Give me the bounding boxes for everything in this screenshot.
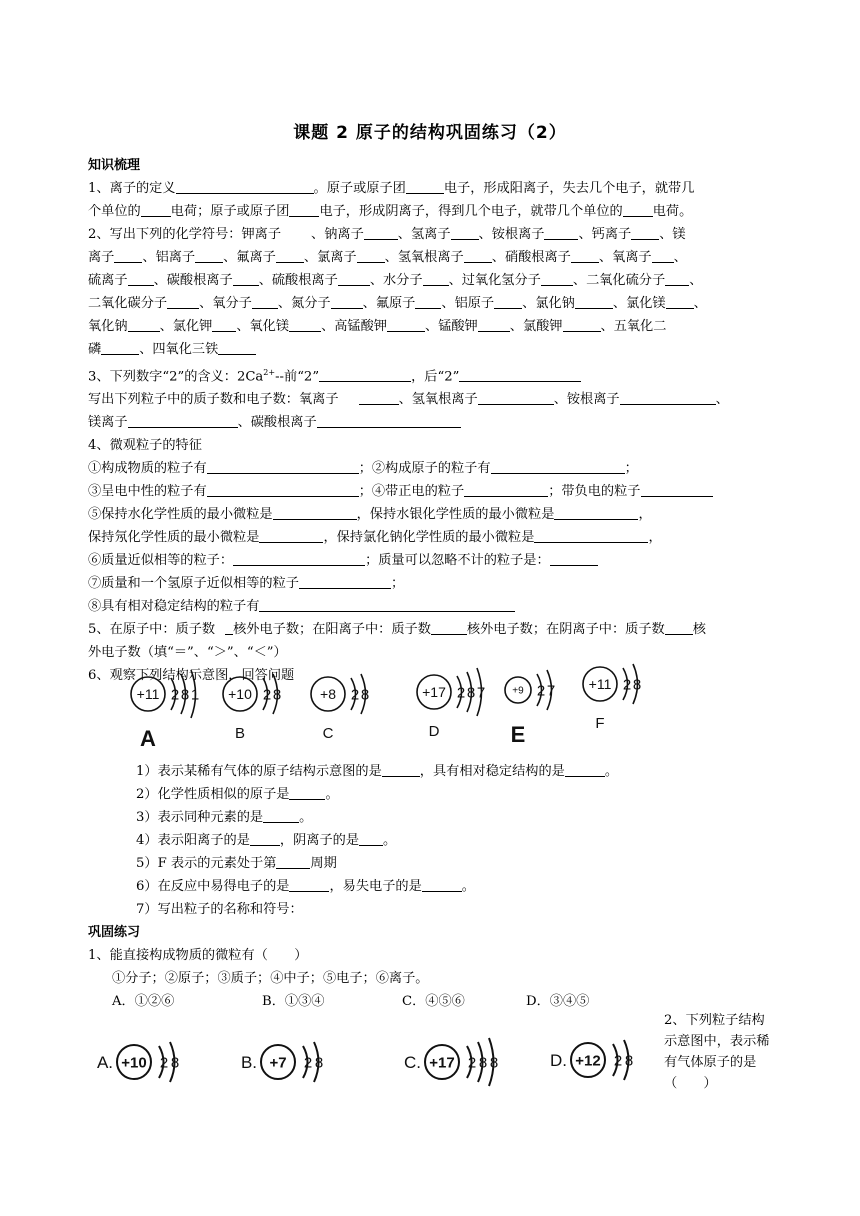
- text: ；④带正电的粒子: [358, 484, 465, 500]
- text: 核外电子数；在阳离子中：质子数: [233, 622, 431, 638]
- text: ⑦质量和一个氢原子近似相等的粒子: [88, 576, 299, 592]
- answer-blank[interactable]: [207, 459, 359, 474]
- question-2-line-5: 氧化钠 、氯化钾 、氧化镁 、高锰酸钾 、锰酸钾 、氯酸钾 、五氧化二: [88, 319, 667, 334]
- answer-blank[interactable]: [620, 390, 716, 405]
- text: 高锰酸钾: [334, 319, 387, 334]
- answer-blank[interactable]: [319, 367, 411, 382]
- answer-blank[interactable]: [289, 202, 319, 217]
- text: 核: [692, 622, 706, 638]
- answer-blank[interactable]: [207, 482, 359, 497]
- text: ⑤保持水化学性质的最小微粒是: [88, 507, 273, 523]
- q6-sub-3: [88, 806, 772, 829]
- electron-count-label: 8: [272, 686, 282, 704]
- answer-blank[interactable]: [464, 482, 548, 497]
- atom-diagram: [97, 1042, 179, 1082]
- text: 氯化钾: [172, 319, 213, 334]
- electron-count-label: 2: [613, 1052, 623, 1070]
- text: 二氧化硫分子: [586, 273, 666, 288]
- question-6-subquestions: [88, 760, 772, 1013]
- answer-blank[interactable]: [359, 390, 399, 405]
- question-5-line-1: [88, 618, 772, 641]
- text: 镁: [672, 227, 686, 242]
- question-1-line-2: [88, 200, 772, 223]
- text: 硫酸根离子: [271, 273, 338, 288]
- text: 锰酸钾: [438, 319, 478, 334]
- text: 铵根离子: [491, 227, 545, 242]
- nucleus-charge-label: +12: [575, 1052, 601, 1070]
- electron-count-label: 8: [624, 1052, 634, 1070]
- electron-count-label: 8: [360, 686, 370, 704]
- diagram-letter-label: D: [428, 723, 440, 740]
- text: 铝离子: [155, 250, 196, 265]
- text: ；带负电的粒子: [548, 484, 641, 500]
- atom-structure-diagrams-q2: [88, 1028, 668, 1098]
- answer-blank[interactable]: [422, 877, 462, 892]
- charge-superscript: 2+: [263, 368, 276, 377]
- text: 电子，形成阴离子，得到几个电子，就带几个单位的: [319, 204, 623, 219]
- atom-diagram: [223, 674, 281, 742]
- question-3-line-1: [88, 361, 772, 388]
- diagram-letter-label: D.: [550, 1051, 567, 1070]
- text: 。: [383, 833, 397, 848]
- question-3-line-3: [88, 411, 772, 434]
- text: 电荷。: [652, 204, 693, 219]
- answer-blank[interactable]: [263, 808, 299, 823]
- diagram-letter-label: B: [234, 725, 246, 742]
- nucleus-charge-label: +7: [269, 1054, 287, 1072]
- question-3-line-2: 写出下列粒子中的质子数和电子数：氧离子 、氢氧根离子 、铵根离子 、: [88, 392, 729, 408]
- text: 氧化钠: [88, 319, 128, 334]
- text: 3、下列数字“2”的含义：2Ca: [88, 369, 264, 385]
- answer-blank[interactable]: [575, 294, 613, 309]
- electron-count-label: 2: [350, 686, 360, 704]
- text: ⑧具有相对稳定结构的粒子有: [88, 599, 260, 615]
- diagram-letter-label: B.: [240, 1053, 257, 1072]
- answer-blank[interactable]: [415, 294, 441, 309]
- answer-blank[interactable]: [128, 271, 154, 286]
- text: 硫离子: [88, 273, 128, 288]
- text: 、铵根离子: [553, 392, 620, 408]
- answer-blank[interactable]: [541, 271, 573, 286]
- text: 。原子或原子团: [313, 181, 406, 196]
- text: 氟原子: [375, 296, 416, 311]
- text: 电子，形成阳离子，失去几个电子，就带几: [443, 181, 695, 196]
- practice-question-2: 2、下列粒子结构示意图中，表示稀有气体原子的是（ ）: [664, 1013, 770, 1091]
- answer-blank[interactable]: [276, 248, 304, 263]
- answer-blank[interactable]: [623, 202, 653, 217]
- diagram-letter-label: E: [510, 722, 526, 747]
- text: 氧化镁: [249, 319, 290, 334]
- text: ，后“2”: [411, 369, 460, 385]
- text: 氟离子: [236, 250, 276, 265]
- q6-sub-7: 7）写出粒子的名称和符号：: [136, 902, 303, 917]
- text: ，保持水银化学性质的最小微粒是: [356, 507, 555, 523]
- atom-diagram: [241, 1042, 323, 1082]
- question-4-line-1: ①构成物质的粒子有 ；②构成原子的粒子有 ；: [88, 461, 638, 477]
- electron-count-label: 2: [536, 682, 546, 700]
- electron-count-label: 1: [190, 686, 200, 704]
- atom-diagram: [505, 670, 555, 747]
- option-c[interactable]: C．④⑤⑥: [402, 994, 465, 1009]
- text: 氮分子: [291, 296, 331, 311]
- answer-blank[interactable]: [423, 271, 449, 286]
- q6-sub-1: [88, 760, 772, 783]
- text: ，易失电子的是: [329, 879, 422, 894]
- answer-blank[interactable]: [387, 317, 425, 332]
- answer-blank[interactable]: [233, 551, 365, 566]
- answer-blank[interactable]: [299, 574, 391, 589]
- answer-blank[interactable]: [101, 340, 139, 355]
- answer-blank[interactable]: [491, 459, 625, 474]
- electron-count-label: 7: [546, 682, 556, 700]
- text: 1）表示某稀有气体的原子结构示意图的是: [136, 764, 382, 779]
- text: ①构成物质的粒子有: [88, 461, 207, 477]
- practice-question-1: 1、能直接构成物质的微粒有（ ）: [88, 948, 308, 963]
- nucleus-charge-label: +10: [121, 1054, 147, 1072]
- question-1-line-1: [88, 177, 772, 200]
- question-4-line-7: [88, 595, 772, 618]
- answer-blank[interactable]: [289, 785, 325, 800]
- text: 、氢氧根离子: [398, 392, 478, 408]
- electron-count-label: 8: [478, 1054, 488, 1072]
- answer-blank[interactable]: [563, 317, 601, 332]
- answer-blank[interactable]: [359, 831, 383, 846]
- q6-sub-2: [88, 783, 772, 806]
- diagram-letter-label: F: [595, 715, 605, 732]
- text: 氢氧根离子: [397, 250, 464, 265]
- text: 1、离子的定义: [88, 181, 176, 196]
- atom-diagram: [583, 664, 641, 732]
- atom-diagram: [550, 1040, 633, 1080]
- answer-blank[interactable]: [141, 202, 171, 217]
- answer-blank[interactable]: [478, 317, 510, 332]
- text: 钠离子: [324, 227, 364, 242]
- text: 3）表示同种元素的是: [136, 810, 264, 825]
- text: 氧离子: [612, 250, 652, 265]
- answer-blank[interactable]: [259, 528, 323, 543]
- nucleus-charge-label: +8: [320, 685, 336, 702]
- answer-blank[interactable]: [554, 505, 638, 520]
- text: 铝原子: [454, 296, 495, 311]
- answer-blank[interactable]: [259, 597, 515, 612]
- electron-count-label: 2: [622, 676, 632, 694]
- nucleus-charge-label: +9: [512, 685, 524, 697]
- nucleus-charge-label: +10: [228, 685, 252, 702]
- answer-blank[interactable]: [250, 831, 280, 846]
- text: 氯酸钾: [522, 319, 563, 334]
- text: 写出下列粒子中的质子数和电子数：氧离子: [88, 392, 339, 408]
- answer-blank[interactable]: [364, 225, 398, 240]
- electron-count-label: 8: [632, 676, 642, 694]
- text: 5、在原子中：质子数: [88, 622, 216, 638]
- atom-diagram: [131, 670, 199, 751]
- option-d[interactable]: D．③④⑤: [526, 994, 590, 1009]
- text: 2、写出下列的化学符号：钾离子: [88, 227, 282, 242]
- text: 电荷；原子或原子团: [170, 204, 290, 219]
- question-2-line-6: 磷 、四氧化三铁: [88, 338, 772, 361]
- nucleus-charge-label: +11: [136, 685, 160, 702]
- answer-blank[interactable]: [225, 620, 233, 635]
- electron-count-label: 2: [467, 1054, 477, 1072]
- electron-count-label: 8: [170, 1054, 180, 1072]
- answer-blank[interactable]: [273, 505, 357, 520]
- electron-count-label: 2: [303, 1054, 313, 1072]
- text: 离子: [88, 250, 115, 265]
- question-2-line-2: 离子 、铝离子 、氟离子 、氯离子 、氢氧根离子 、硝酸根离子 、氧离子 、: [88, 250, 687, 265]
- nucleus-charge-label: +17: [429, 1054, 455, 1072]
- answer-blank[interactable]: [464, 248, 492, 263]
- text: ；质量可以忽略不计的粒子是：: [365, 553, 550, 569]
- nucleus-charge-label: +11: [588, 675, 612, 692]
- text: 。: [461, 879, 475, 894]
- text: ；②构成原子的粒子有: [358, 461, 491, 477]
- answer-blank[interactable]: [431, 620, 467, 635]
- text: 氯离子: [317, 250, 357, 265]
- text: 。: [299, 810, 313, 825]
- text: 氯化钠: [535, 296, 575, 311]
- text: 氧分子: [212, 296, 252, 311]
- electron-count-label: 8: [466, 684, 476, 702]
- answer-blank[interactable]: [534, 528, 648, 543]
- electron-count-label: 7: [476, 684, 486, 702]
- q6-sub-5: [88, 852, 772, 875]
- electron-count-label: 2: [262, 686, 272, 704]
- question-4-heading: 4、微观粒子的特征: [88, 438, 202, 454]
- text: ③呈电中性的粒子有: [88, 484, 207, 500]
- worksheet-content: [88, 154, 772, 687]
- text: 2）化学性质相似的原子是: [136, 787, 290, 802]
- text: 保持氖化学性质的最小微粒是: [88, 530, 260, 546]
- question-6-heading: 6、观察下列结构示意图，回答问题: [88, 668, 295, 684]
- answer-blank[interactable]: [544, 225, 578, 240]
- answer-blank[interactable]: [459, 367, 581, 382]
- q6-sub-4: [88, 829, 772, 852]
- text: ⑥质量近似相等的粒子：: [88, 553, 234, 569]
- question-2-line-1: 2、写出下列的化学符号：钾离子 、钠离子 、氢离子 、铵根离子 、钙离子 、镁: [88, 227, 686, 242]
- answer-blank[interactable]: [233, 271, 259, 286]
- question-2-line-3: 硫离子 、碳酸根离子 、硫酸根离子 、水分子 、过氧化氢分子 、二氧化硫分子 、: [88, 273, 703, 288]
- diagram-letter-label: C: [322, 725, 334, 742]
- answer-blank[interactable]: [289, 877, 329, 892]
- answer-blank[interactable]: [631, 225, 659, 240]
- answer-blank[interactable]: [212, 317, 236, 332]
- text: 过氧化氢分子: [461, 273, 541, 288]
- text: 五氧化二: [613, 319, 667, 334]
- answer-blank[interactable]: [652, 248, 674, 263]
- text: 二氧化碳分子: [88, 296, 168, 311]
- text: ，阴离子的是: [279, 833, 360, 848]
- answer-blank[interactable]: [451, 225, 479, 240]
- text: ，保持氯化钠化学性质的最小微粒是: [323, 530, 535, 546]
- text: 核外电子数；在阴离子中：质子数: [466, 622, 665, 638]
- answer-blank[interactable]: [478, 390, 554, 405]
- answer-blank[interactable]: [665, 271, 689, 286]
- atom-structure-diagrams-q6: [118, 652, 678, 752]
- answer-blank[interactable]: [317, 413, 461, 428]
- text: 氢离子: [410, 227, 451, 242]
- answer-blank[interactable]: [128, 413, 238, 428]
- text: 。: [325, 787, 339, 802]
- answer-blank[interactable]: [252, 294, 278, 309]
- answer-blank[interactable]: [128, 317, 160, 332]
- answer-blank[interactable]: [195, 248, 223, 263]
- atom-diagram: [311, 674, 369, 742]
- option-b[interactable]: B．①③④: [262, 994, 325, 1009]
- text: 碳酸根离子: [166, 273, 233, 288]
- question-4-line-4: 保持氖化学性质的最小微粒是 ，保持氯化钠化学性质的最小微粒是 ，: [88, 530, 662, 546]
- answer-blank[interactable]: [571, 248, 599, 263]
- question-4-line-6: ⑦质量和一个氢原子近似相等的粒子 ；: [88, 576, 405, 592]
- text: 、碳酸根离子: [237, 415, 317, 431]
- page-title: 课题 2 原子的结构巩固练习（2）: [293, 123, 567, 143]
- answer-blank[interactable]: [406, 179, 444, 194]
- answer-blank[interactable]: [666, 294, 694, 309]
- answer-blank[interactable]: [114, 248, 142, 263]
- text: 4）表示阳离子的是: [136, 833, 250, 848]
- answer-blank[interactable]: [550, 551, 598, 566]
- electron-count-label: 2: [159, 1054, 169, 1072]
- text: 5）F 表示的元素处于第: [136, 856, 277, 871]
- text: --前“2”: [275, 369, 320, 385]
- answer-blank[interactable]: [665, 620, 693, 635]
- q6-sub-6: [88, 875, 772, 898]
- answer-blank[interactable]: [167, 294, 199, 309]
- electron-count-label: 8: [314, 1054, 324, 1072]
- practice-question-1-items: ①分子；②原子；③质子；④中子；⑤电子；⑥离子。: [112, 971, 429, 986]
- atom-diagram: [404, 1038, 498, 1086]
- diagram-letter-label: A: [140, 726, 156, 751]
- answer-blank[interactable]: [331, 294, 363, 309]
- atom-diagram: [417, 668, 485, 740]
- answer-blank[interactable]: [176, 179, 314, 194]
- answer-blank[interactable]: [289, 317, 321, 332]
- option-a[interactable]: A．①②⑥: [112, 994, 175, 1009]
- text: 个单位的: [88, 204, 141, 219]
- answer-blank[interactable]: [382, 762, 420, 777]
- electron-count-label: 8: [180, 686, 190, 704]
- text: 周期: [310, 856, 337, 871]
- text: 氯化镁: [626, 296, 666, 311]
- section-heading-practice: 巩固练习: [88, 925, 141, 940]
- answer-blank[interactable]: [565, 762, 605, 777]
- answer-blank[interactable]: [357, 248, 385, 263]
- text: 四氧化三铁: [152, 342, 219, 357]
- question-4-line-2: [88, 480, 772, 503]
- question-4-line-5: [88, 549, 772, 572]
- diagram-letter-label: A.: [96, 1053, 113, 1072]
- answer-blank[interactable]: [218, 340, 256, 355]
- electron-count-label: 2: [170, 686, 180, 704]
- text: 6）在反应中易得电子的是: [136, 879, 290, 894]
- text: 镁离子: [88, 415, 128, 431]
- question-2-line-4: 二氧化碳分子 、氧分子 、氮分子 、氟原子 、铝原子 、氯化钠 、氯化镁 、: [88, 296, 707, 311]
- electron-count-label: 8: [489, 1054, 499, 1072]
- electron-count-label: 2: [456, 684, 466, 702]
- text: 磷: [88, 342, 102, 357]
- text: 水分子: [383, 273, 423, 288]
- text: 。: [604, 764, 619, 779]
- text: 钙离子: [591, 227, 632, 242]
- answer-blank[interactable]: [494, 294, 522, 309]
- question-4-line-3: ⑤保持水化学性质的最小微粒是 ，保持水银化学性质的最小微粒是 ，: [88, 507, 652, 523]
- question-5-line-2: 外电子数（填“＝”、“＞”、“＜”）: [88, 645, 287, 661]
- answer-blank[interactable]: [641, 482, 713, 497]
- answer-blank[interactable]: [276, 854, 310, 869]
- answer-blank[interactable]: [338, 271, 370, 286]
- section-heading-knowledge: 知识梳理: [88, 158, 141, 173]
- text: ，具有相对稳定结构的是: [419, 764, 565, 779]
- nucleus-charge-label: +17: [422, 683, 446, 700]
- text: 硝酸根离子: [504, 250, 571, 265]
- diagram-letter-label: C.: [404, 1053, 421, 1072]
